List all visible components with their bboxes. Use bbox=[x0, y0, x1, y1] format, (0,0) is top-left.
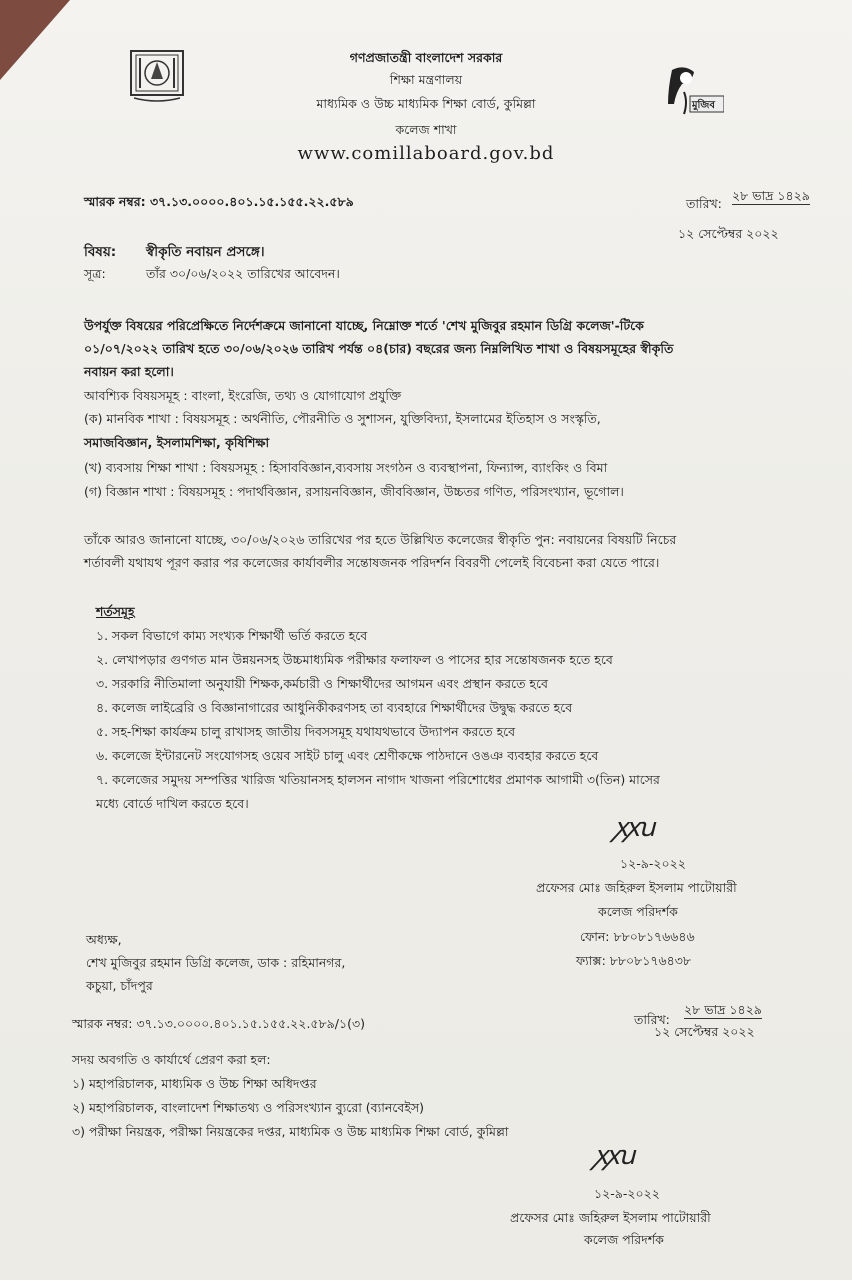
memo-reference: স্মারক নম্বর: ৩৭.১৩.০০০০.৪০১.১৫.১৫৫.২২.৫৮৯ bbox=[84, 194, 354, 209]
source-label: সূত্র: bbox=[84, 266, 106, 281]
header-line-ministry: শিক্ষা মন্ত্রণালয় bbox=[389, 72, 463, 87]
compulsory-subjects: আবশ্যিক বিষয়সমূহ : বাংলা, ইংরেজি, তথ্য ও যোগাযোগ প্রযুক্তি bbox=[84, 388, 402, 403]
header-line-board: মাধ্যমিক ও উচ্চ মাধ্যমিক শিক্ষা বোর্ড, কুমিল্লা bbox=[316, 96, 536, 111]
humanities-line-2: সমাজবিজ্ঞান, ইসলামশিক্ষা, কৃষিশিক্ষা bbox=[84, 435, 270, 450]
condition-item-5: ৫. সহ-শিক্ষা কার্যক্রম চালু রাখাসহ জাতীয় দিবসসমূহ যথাযথভাবে উদ্যাপন করতে হবে bbox=[96, 724, 516, 739]
header-website: www.comillaboard.gov.bd bbox=[297, 143, 555, 164]
business-subjects: (খ) ব্যবসায় শিক্ষা শাখা : বিষয়সমূহ : হিসাববিজ্ঞান,ব্যবসায় সংগঠন ও ব্যবস্থাপনা, ফিন্যান্স, ব্যাংকিং ও বিমা bbox=[84, 460, 608, 475]
condition-item-7-line-2: মধ্যে বোর্ডে দাখিল করতে হবে। bbox=[96, 796, 249, 811]
memo-date-bangla: ২৮ ভাদ্র ১৪২৯ bbox=[732, 188, 810, 203]
science-subjects: (গ) বিজ্ঞান শাখা : বিষয়সমূহ : পদার্থবিজ্ঞান, রসায়নবিজ্ঞান, জীববিজ্ঞান, উচ্চতর গণিত, পরিসংখ্যান, ভূগোল। bbox=[84, 484, 624, 499]
body-paragraph-2-line-1: তাঁকে আরও জানানো যাচ্ছে, ৩০/০৬/২০২৬ তারিখের পর হতে উল্লিখিত কলেজের স্বীকৃতি পুন: নবায়নের বিষয়টি নিচের bbox=[84, 532, 677, 547]
condition-item-6: ৬. কলেজে ইন্টারনেট সংযোগসহ ওয়েব সাইট চালু এবং শ্রেণীকক্ষে পাঠদানে ওঙঞ ব্যবহার করতে হবে bbox=[96, 748, 599, 763]
subject-label: বিষয়: bbox=[84, 244, 117, 260]
condition-item-2: ২. লেখাপড়ার গুণগত মান উন্নয়নসহ উচ্চমাধ্যমিক পরীক্ষার ফলাফল ও পাসের হার সন্তোষজনক হতে হবে bbox=[96, 652, 613, 667]
header-line-government: গণপ্রজাতন্ত্রী বাংলাদেশ সরকার bbox=[349, 50, 503, 65]
condition-item-7-line-1: ৭. কলেজের সমুদয় সম্পত্তির খারিজ খতিয়ানসহ হালসন নাগাদ খাজনা পরিশোধের প্রমাণক আগামী ৩(তিন) মাসের bbox=[96, 772, 660, 787]
svg-text:মুজিব: মুজিব bbox=[692, 100, 715, 111]
recipient-line-3: কচুয়া, চাঁদপুর bbox=[86, 978, 153, 993]
memo-date-label: তারিখ: bbox=[686, 196, 722, 211]
body-paragraph-1-line-3: নবায়ন করা হলো। bbox=[84, 364, 174, 379]
humanities-line-1: (ক) মানবিক শাখা : বিষয়সমূহ : অর্থনীতি, পৌরনীতি ও সুশাসন, যুক্তিবিদ্যা, ইসলামের ইতিহাস ও সংস্কৃতি, bbox=[84, 411, 601, 426]
memo-date-english: ১২ সেপ্টেম্বর ২০২২ bbox=[678, 226, 779, 241]
copy-item-3: ৩) পরীক্ষা নিয়ন্ত্রক, পরীক্ষা নিয়ন্ত্রকের দপ্তর, মাধ্যমিক ও উচ্চ মাধ্যমিক শিক্ষা বোর্ড, কুমিল্লা bbox=[72, 1124, 509, 1139]
condition-item-4: ৪. কলেজ লাইব্রেরি ও বিজ্ঞানাগারের আধুনিকীকরণসহ তা ব্যবহারে শিক্ষার্থীদের উদ্বুদ্ধ করতে হবে bbox=[96, 700, 573, 715]
body-paragraph-1-line-1: উপর্যুক্ত বিষয়ের পরিপ্রেক্ষিতে নির্দেশক্রমে জানানো যাচ্ছে, নিম্নোক্ত শর্তে 'শেখ মুজিবুর রহমান ডিগ্রি কলেজ'-টিকে bbox=[84, 318, 644, 333]
signature-2-title: কলেজ পরিদর্শক bbox=[584, 1232, 664, 1247]
signature-1: ꭗꭗꭒ bbox=[614, 813, 654, 843]
memo-2-reference: স্মারক নম্বর: ৩৭.১৩.০০০০.৪০১.১৫.১৫৫.২২.৫৮৯/১(৩) bbox=[72, 1016, 365, 1031]
condition-item-1: ১. সকল বিভাগে কাম্য সংখ্যক শিক্ষার্থী ভর্তি করতে হবে bbox=[96, 628, 368, 643]
header-line-section: কলেজ শাখা bbox=[395, 122, 457, 137]
condition-item-3: ৩. সরকারি নীতিমালা অনুযায়ী শিক্ষক,কর্মচারী ও শিক্ষার্থীদের আগমন এবং প্রস্থান করতে হবে bbox=[96, 676, 548, 691]
memo-2-date-label: তারিখ: bbox=[634, 1012, 670, 1027]
body-paragraph-1-line-2: ০১/০৭/২০২২ তারিখ হতে ৩০/০৬/২০২৬ তারিখ পর্যন্ত ০৪(চার) বছরের জন্য নিম্নলিখিত শাখা ও বিষয়সমূহের স্বীকৃতি bbox=[84, 341, 674, 356]
source-text: তাঁর ৩০/০৬/২০২২ তারিখের আবেদন। bbox=[146, 266, 340, 281]
signature-2-name: প্রফেসর মোঃ জহিরুল ইসলাম পাটোয়ারী bbox=[510, 1210, 711, 1225]
signature-1-fax: ফ্যাক্স: ৮৮০৮১৭৬৪৩৮ bbox=[576, 953, 691, 968]
signature-1-name: প্রফেসর মোঃ জহিরুল ইসলাম পাটোয়ারী bbox=[536, 880, 737, 895]
copy-intro: সদয় অবগতি ও কার্যার্থে প্রেরণ করা হল: bbox=[72, 1052, 271, 1067]
signature-1-title: কলেজ পরিদর্শক bbox=[598, 904, 678, 919]
body-paragraph-2-line-2: শর্তাবলী যথাযথ পূরণ করার পর কলেজের কার্যাবলীর সন্তোষজনক পরিদর্শন বিবরণী পেলেই বিবেচনা করা যেতে পারে। bbox=[84, 555, 660, 570]
memo-2-date-english: ১২ সেপ্টেম্বর ২০২২ bbox=[654, 1024, 755, 1039]
background-corner bbox=[0, 0, 70, 80]
copy-item-1: ১) মহাপরিচালক, মাধ্যমিক ও উচ্চ শিক্ষা অধিদপ্তর bbox=[72, 1076, 317, 1091]
signature-2-date: ১২-৯-২০২২ bbox=[594, 1186, 660, 1201]
subject-text: স্বীকৃতি নবায়ন প্রসঙ্গে। bbox=[146, 244, 265, 260]
signature-1-phone: ফোন: ৮৮০৮১৭৬৬৪৬ bbox=[580, 929, 695, 944]
conditions-title: শর্তসমূহ bbox=[96, 604, 135, 619]
memo-2-date-bangla: ২৮ ভাদ্র ১৪২৯ bbox=[684, 1002, 762, 1017]
recipient-line-2: শেখ মুজিবুর রহমান ডিগ্রি কলেজ, ডাক : রহিমানগর, bbox=[86, 955, 346, 970]
signature-2: ꭗꭗꭒ bbox=[594, 1141, 634, 1171]
copy-item-2: ২) মহাপরিচালক, বাংলাদেশ শিক্ষাতথ্য ও পরিসংখ্যান ব্যুরো (ব্যানবেইস) bbox=[72, 1100, 424, 1115]
recipient-line-1: অধ্যক্ষ, bbox=[86, 932, 122, 947]
signature-1-date: ১২-৯-২০২২ bbox=[620, 856, 686, 871]
